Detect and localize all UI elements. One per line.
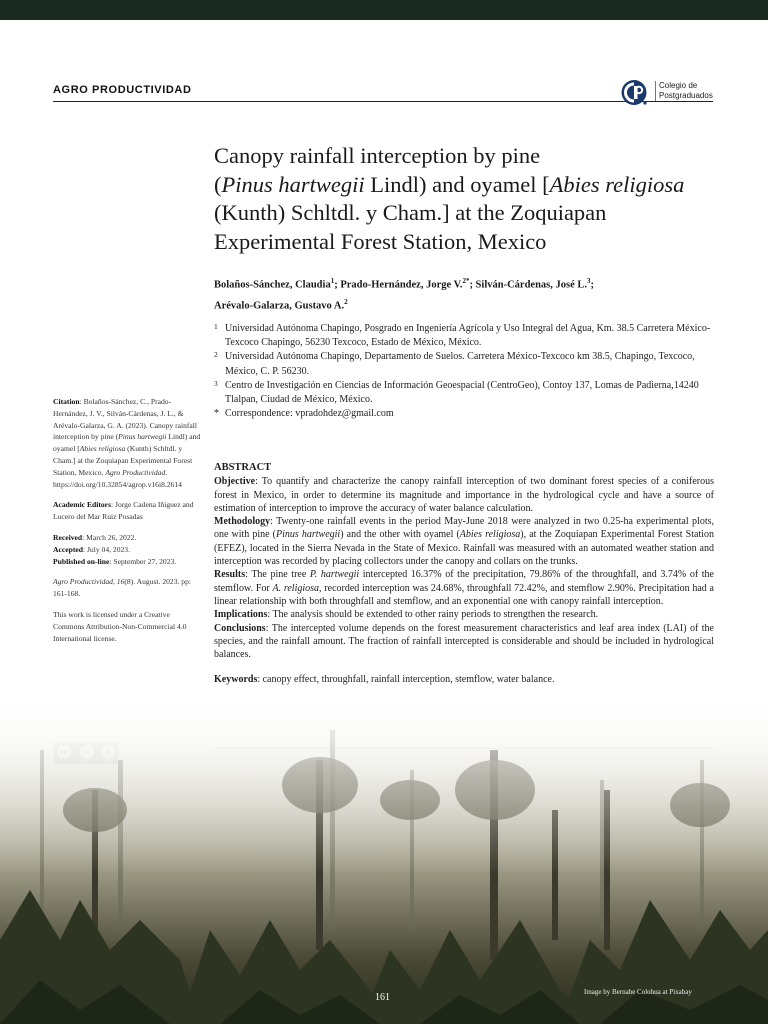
author-3-sup: 3 bbox=[587, 277, 591, 285]
header-divider bbox=[53, 101, 713, 102]
license-text: This work is licensed under a Creative Commons Attribution-Non-Commercial 4.0 International license. bbox=[53, 609, 187, 643]
accepted-date: : July 04, 2023. bbox=[82, 544, 130, 554]
affiliation-text: Universidad Autónoma Chapingo, Posgrado en Ingeniería Agrícola y Uso Integral del Agua, Km. 38.5 Carretera México-Texcoco Chapingo, 56230 Texcoco, Estado de México, México. bbox=[225, 323, 711, 349]
title-line2-mid: Lindl) and oyamel [ bbox=[364, 171, 550, 197]
journal-name: Agro Productividad, 16 bbox=[53, 577, 125, 587]
citation-label: Citation bbox=[53, 397, 80, 406]
methodology-text: ), at the Zoquiapan Experimental Forest Station (EFEZ), located in the Sierra Nevada in the State of Mexico. Rainfall was measured with an automated weather station and interception was recorded by placing collectors under the canopy and collars on the trunks. bbox=[214, 529, 715, 568]
license-block bbox=[53, 609, 201, 644]
results-text: P. hartwegii bbox=[309, 569, 360, 581]
institution-logo bbox=[621, 79, 721, 107]
author-list bbox=[214, 273, 724, 314]
results-text: intercepted 16.37% of the precipitation, 79.86% of the throughfall, and 3.74% of the stemflow. For bbox=[214, 569, 714, 594]
objective-text: : To quantify and characterize the canopy rainfall interception of two dominant forest species of a coniferous forest in Mexico, in order to determine its magnitude and importance in the hydrological cycle and have a source of estimation of interception to improve the accuracy of water balance calculation. bbox=[214, 476, 714, 514]
abstract-methodology bbox=[214, 515, 714, 568]
affiliation-3 bbox=[214, 379, 724, 407]
affiliation-2 bbox=[214, 350, 724, 378]
journal-block bbox=[53, 576, 201, 600]
citation-text: Lindl) and oyamel [ bbox=[53, 432, 201, 454]
received-label: Received bbox=[53, 532, 83, 542]
citation-block bbox=[53, 396, 201, 490]
abstract-heading: ABSTRACT bbox=[214, 462, 272, 473]
journal-issue: (8). August. 2023. pp: 161-168. bbox=[53, 577, 192, 599]
foggy-forest-image bbox=[0, 690, 768, 1024]
abstract-conclusions bbox=[214, 622, 714, 662]
top-bar bbox=[0, 0, 768, 20]
author-4: Arévalo-Galarza, Gustavo A. bbox=[214, 300, 345, 311]
title-line1: Canopy rainfall interception by pine bbox=[214, 143, 541, 168]
results-label: Results bbox=[214, 569, 246, 581]
title-species-pine: Pinus hartwegii bbox=[221, 171, 365, 197]
author-1-sup: 1 bbox=[330, 277, 335, 285]
implications-label: Implications bbox=[214, 609, 268, 621]
abstract-objective bbox=[214, 475, 714, 515]
author-2-sup: 2* bbox=[462, 277, 470, 285]
correspondence-email[interactable]: Correspondence: vpradohdez@gmail.com bbox=[225, 408, 394, 420]
conclusions-label: Conclusions bbox=[214, 622, 266, 634]
citation-text: : Bolaños-Sánchez, C., Prado-Hernández, J. V., Silván-Cárdenas, J. L., & Arévalo-Galarza, G. A. (2023). Canopy rainfall interception by pine ( bbox=[53, 397, 198, 442]
article-metadata-sidebar bbox=[53, 396, 201, 653]
citation-text: Abies religiosa bbox=[79, 444, 126, 454]
abstract-results bbox=[214, 568, 714, 608]
citation-text: (Kunth) Schltdl. y Cham.] at the Zoquiapan Experimental Forest Station, Mexico. bbox=[53, 444, 193, 477]
correspondence bbox=[214, 407, 724, 421]
received-date: : March 26, 2022. bbox=[82, 532, 137, 542]
journal-section-label: AGRO PRODUCTIVIDAD bbox=[53, 84, 192, 96]
citation-text: Agro Productividad bbox=[105, 467, 166, 477]
affiliation-mark: * bbox=[214, 408, 219, 420]
author-4-sup: 2 bbox=[344, 297, 348, 306]
image-credit: Image by Bernabe Colohua at Pixabay bbox=[584, 988, 692, 996]
logo-line2: Postgraduados bbox=[659, 91, 713, 100]
title-species-oyamel: Abies religiosa bbox=[549, 171, 685, 197]
methodology-text: Pinus hartwegii bbox=[276, 529, 341, 541]
editors-block bbox=[53, 499, 201, 523]
title-line4: Experimental Forest Station, Mexico bbox=[214, 228, 547, 254]
methodology-text: : Twenty-one rainfall events in the period May-June 2018 were analyzed in two 0.25-ha experimental plots, one with pine ( bbox=[214, 516, 714, 541]
page-number: 161 bbox=[375, 992, 390, 1003]
abstract-implications bbox=[214, 608, 714, 621]
conclusions-text: : The intercepted volume depends on the forest measurement characteristics and leaf area index (LAI) of the species, and the rainfall amount. The fraction of rainfall intercepted is considerable and should be included in hydrological balances. bbox=[214, 622, 714, 661]
methodology-text: Abies religiosa bbox=[459, 529, 521, 541]
logo-text bbox=[655, 81, 713, 101]
citation-text: Pinus hartwegii bbox=[118, 432, 167, 442]
editors-names: : Jorge Cadena Iñiguez and Lucero del Mar Ruiz Posadas bbox=[53, 500, 194, 522]
citation-doi-link[interactable]: . https://doi.org/10.32854/agrop.v16i8.2614 bbox=[53, 467, 182, 489]
methodology-text: ) and the other with oyamel ( bbox=[340, 529, 460, 541]
title-line3: (Kunth) Schltdl. y Cham.] at the Zoquiapan bbox=[214, 200, 607, 225]
editors-label: Academic Editors bbox=[53, 500, 111, 510]
affiliation-mark: 1 bbox=[214, 322, 218, 331]
author-2: ; Prado-Hernández, Jorge V. bbox=[334, 279, 463, 291]
keywords-text: : canopy effect, throughfall, rainfall interception, stemflow, water balance. bbox=[257, 674, 555, 686]
objective-label: Objective bbox=[214, 476, 256, 488]
affiliation-text: Universidad Autónoma Chapingo, Departamento de Suelos. Carretera México-Texcoco km 38.5, Chapingo, Texcoco, México, C. P. 56230. bbox=[225, 351, 695, 377]
affiliation-mark: 2 bbox=[214, 350, 218, 360]
accepted-label: Accepted bbox=[53, 544, 83, 554]
published-date: : September 27, 2023. bbox=[109, 556, 177, 566]
colegio-logo-icon bbox=[621, 79, 648, 106]
article-title bbox=[214, 142, 724, 256]
methodology-label: Methodology bbox=[214, 516, 271, 528]
implications-text: : The analysis should be extended to other rainy periods to strengthen the research. bbox=[267, 609, 599, 621]
author-3: ; Silván-Cárdenas, José L. bbox=[469, 279, 587, 291]
logo-line1: Colegio de bbox=[659, 81, 698, 90]
keywords-label: Keywords bbox=[214, 674, 258, 686]
affiliation-text: Centro de Investigación en Ciencias de Información Geoespacial (CentroGeo), Contoy 137, Lomas de Padierna,14240 Tlalpan, Ciudad de México, México. bbox=[225, 379, 699, 406]
results-text: : The pine tree bbox=[245, 569, 310, 581]
author-1: Bolaños-Sánchez, Claudia bbox=[214, 279, 331, 291]
published-label: Published on-line bbox=[53, 556, 110, 566]
results-text: , recorded interception was 24.68%, throughfall 72.42%, and stemflow 2.90%. Precipitation had a linear relationship with both throughfall and stemflow, and an exponential one with canopy rainfall interception. bbox=[214, 582, 715, 607]
title-line2-open: ( bbox=[214, 171, 222, 197]
abstract-keywords bbox=[214, 673, 714, 686]
affiliations bbox=[214, 322, 724, 421]
results-text: A. religiosa bbox=[272, 582, 320, 594]
affiliation-mark: 3 bbox=[214, 378, 218, 388]
abstract bbox=[214, 461, 714, 687]
affiliation-1 bbox=[214, 322, 724, 350]
author-3-end: ; bbox=[590, 279, 594, 291]
dates-block bbox=[53, 532, 201, 567]
